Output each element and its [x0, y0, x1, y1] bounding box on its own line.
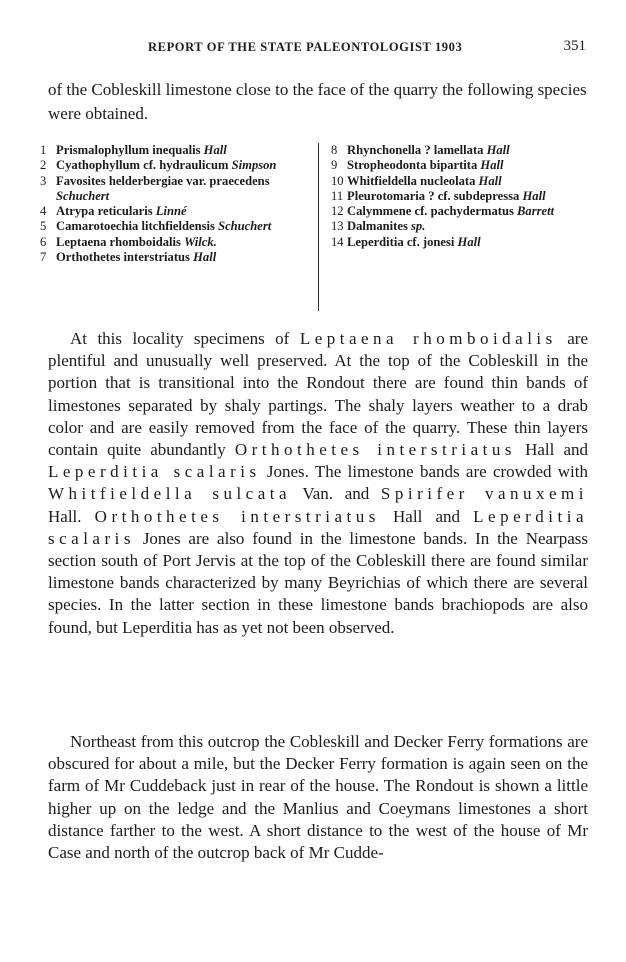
species-entry: [347, 235, 590, 250]
species-item: [40, 174, 308, 205]
species-binomial: Rhynchonella ? lamellata: [347, 143, 487, 157]
species-name: Leperditia scalaris: [48, 506, 588, 548]
species-entry: [56, 235, 308, 250]
species-name: Orthothetes interstriatus: [234, 440, 516, 460]
species-binomial: Prismalophyllum inequalis: [56, 143, 204, 157]
species-entry: [56, 204, 308, 219]
species-binomial: Atrypa reticularis: [56, 204, 156, 219]
species-number: 3: [40, 173, 47, 188]
species-author: Schuchert: [218, 219, 272, 234]
species-number: 9: [331, 158, 338, 173]
text-run: Hall and: [516, 440, 588, 460]
species-binomial: Stropheodonta bipartita: [347, 158, 481, 173]
species-binomial: Pleurotomaria ? cf. subdepressa: [347, 188, 523, 203]
species-item: [331, 235, 590, 250]
species-item: [331, 189, 590, 204]
species-binomial: Calymmene cf. pachydermatus: [347, 204, 517, 219]
species-binomial: Camarotoechia litchfieldensis: [56, 219, 219, 234]
species-entry: [56, 174, 308, 205]
text-run: Jones are also found in the limestone bands. In the Nearpass section south of Port Jervis at the top of the Cobleskill there are found similar limestone bands characterized by many Beyrichias of which there are several species. In the latter section in these limestone bands brachiopods are also found, but Leperditia has as yet not been observed.: [48, 528, 588, 637]
species-item: [331, 174, 590, 189]
text-run: Hall and: [379, 506, 474, 526]
paragraph-locality: [48, 328, 588, 639]
species-binomial: Whitfieldella nucleolata: [347, 173, 479, 188]
text-run: Hall.: [48, 506, 95, 526]
running-head: REPORT OF THE STATE PALEONTOLOGIST 1903: [148, 40, 463, 54]
species-entry: [347, 219, 590, 234]
species-number: 2: [40, 158, 47, 173]
species-number: 8: [331, 143, 338, 157]
species-entry: [347, 174, 590, 189]
species-name: Leperditia scalaris: [48, 462, 261, 482]
species-item: [331, 204, 590, 219]
species-entry: [56, 219, 308, 234]
species-author: Hall: [522, 188, 546, 203]
species-binomial: Cyathophyllum cf. hydraulicum: [56, 158, 232, 173]
species-binomial: Dalmanites: [347, 219, 412, 234]
species-number: 14: [331, 234, 344, 249]
species-author: Hall: [480, 158, 504, 173]
species-item: [40, 204, 308, 219]
species-author: Hall: [457, 234, 481, 249]
species-entry: [56, 250, 308, 265]
species-number: 11: [331, 188, 344, 203]
species-author: Simpson: [231, 158, 277, 173]
species-author: Hall: [478, 173, 502, 188]
species-item: [40, 158, 308, 173]
species-entry: [56, 158, 308, 173]
species-item: [331, 158, 590, 173]
species-number: 10: [331, 173, 344, 188]
species-binomial: Orthothetes interstriatus: [56, 250, 194, 265]
species-author: Hall: [486, 143, 510, 157]
page-number: 351: [563, 38, 586, 54]
species-binomial: Favosites helderbergiae var. praecedens: [56, 173, 270, 188]
text-run: are plentiful and unusually well preserved. At the top of the Cobleskill in the portion that is transitional into the Rondout there are found thin bands of limestones separated by shaly partings. The shaly layers weather to a drab color and are easily removed from the face of the quarry. These thin layers contain quite abundantly: [48, 329, 588, 460]
species-item: [40, 219, 308, 234]
species-item: [40, 250, 308, 265]
species-item: [40, 235, 308, 250]
species-author: Schuchert: [56, 188, 110, 203]
paragraph-northeast: Northeast from this outcrop the Cobleskill and Decker Ferry formations are obscured for about a mile, but the Decker Ferry formation is again seen on the farm of Mr Cuddeback just in rear of the house. The Rondout is shown a little higher up on the ledge and the Manlius and Coeymans limestones a short distance farther to the west. A short distance to the west of the house of Mr Case and north of the outcrop back of Mr Cudde-: [48, 732, 588, 863]
species-author: Barrett: [517, 204, 555, 219]
species-binomial: Leperditia cf. jonesi: [347, 234, 458, 249]
species-item: [331, 219, 590, 234]
species-number: 13: [331, 219, 344, 234]
species-item: [40, 143, 308, 158]
page-header: [48, 38, 588, 60]
species-number: 4: [40, 204, 47, 219]
species-entry: [347, 189, 590, 204]
species-item: [331, 143, 590, 158]
species-number: 1: [40, 143, 47, 157]
species-entry: [56, 143, 308, 158]
species-author: Wilck.: [184, 234, 217, 249]
text-run: Jones. The limestone bands are crowded with: [260, 462, 588, 482]
species-author: Hall: [193, 250, 217, 265]
species-entry: [347, 204, 590, 219]
intro-text: of the Cobleskill limestone close to the face of the quarry the following species were obtained.: [48, 80, 587, 123]
text-run: Van. and: [291, 484, 381, 504]
species-name: Orthothetes interstriatus: [94, 506, 380, 526]
species-entry: [347, 143, 590, 158]
species-column-right: [318, 143, 590, 311]
species-name: Leptaena rhomboidalis: [299, 329, 557, 348]
species-author: Linné: [155, 204, 187, 219]
species-name: Whitfieldella sulcata: [48, 484, 292, 504]
species-author: sp.: [411, 219, 426, 234]
text-run: At this locality specimens of: [70, 329, 300, 348]
species-name: Spirifer vanuxemi: [380, 484, 588, 504]
species-author: Hall: [203, 143, 227, 157]
species-number: 12: [331, 204, 344, 219]
species-binomial: Leptaena rhomboidalis: [56, 234, 185, 249]
species-number: 6: [40, 234, 47, 249]
species-entry: [347, 158, 590, 173]
species-column-left: [40, 143, 308, 265]
species-number: 5: [40, 219, 47, 234]
species-number: 7: [40, 250, 47, 265]
